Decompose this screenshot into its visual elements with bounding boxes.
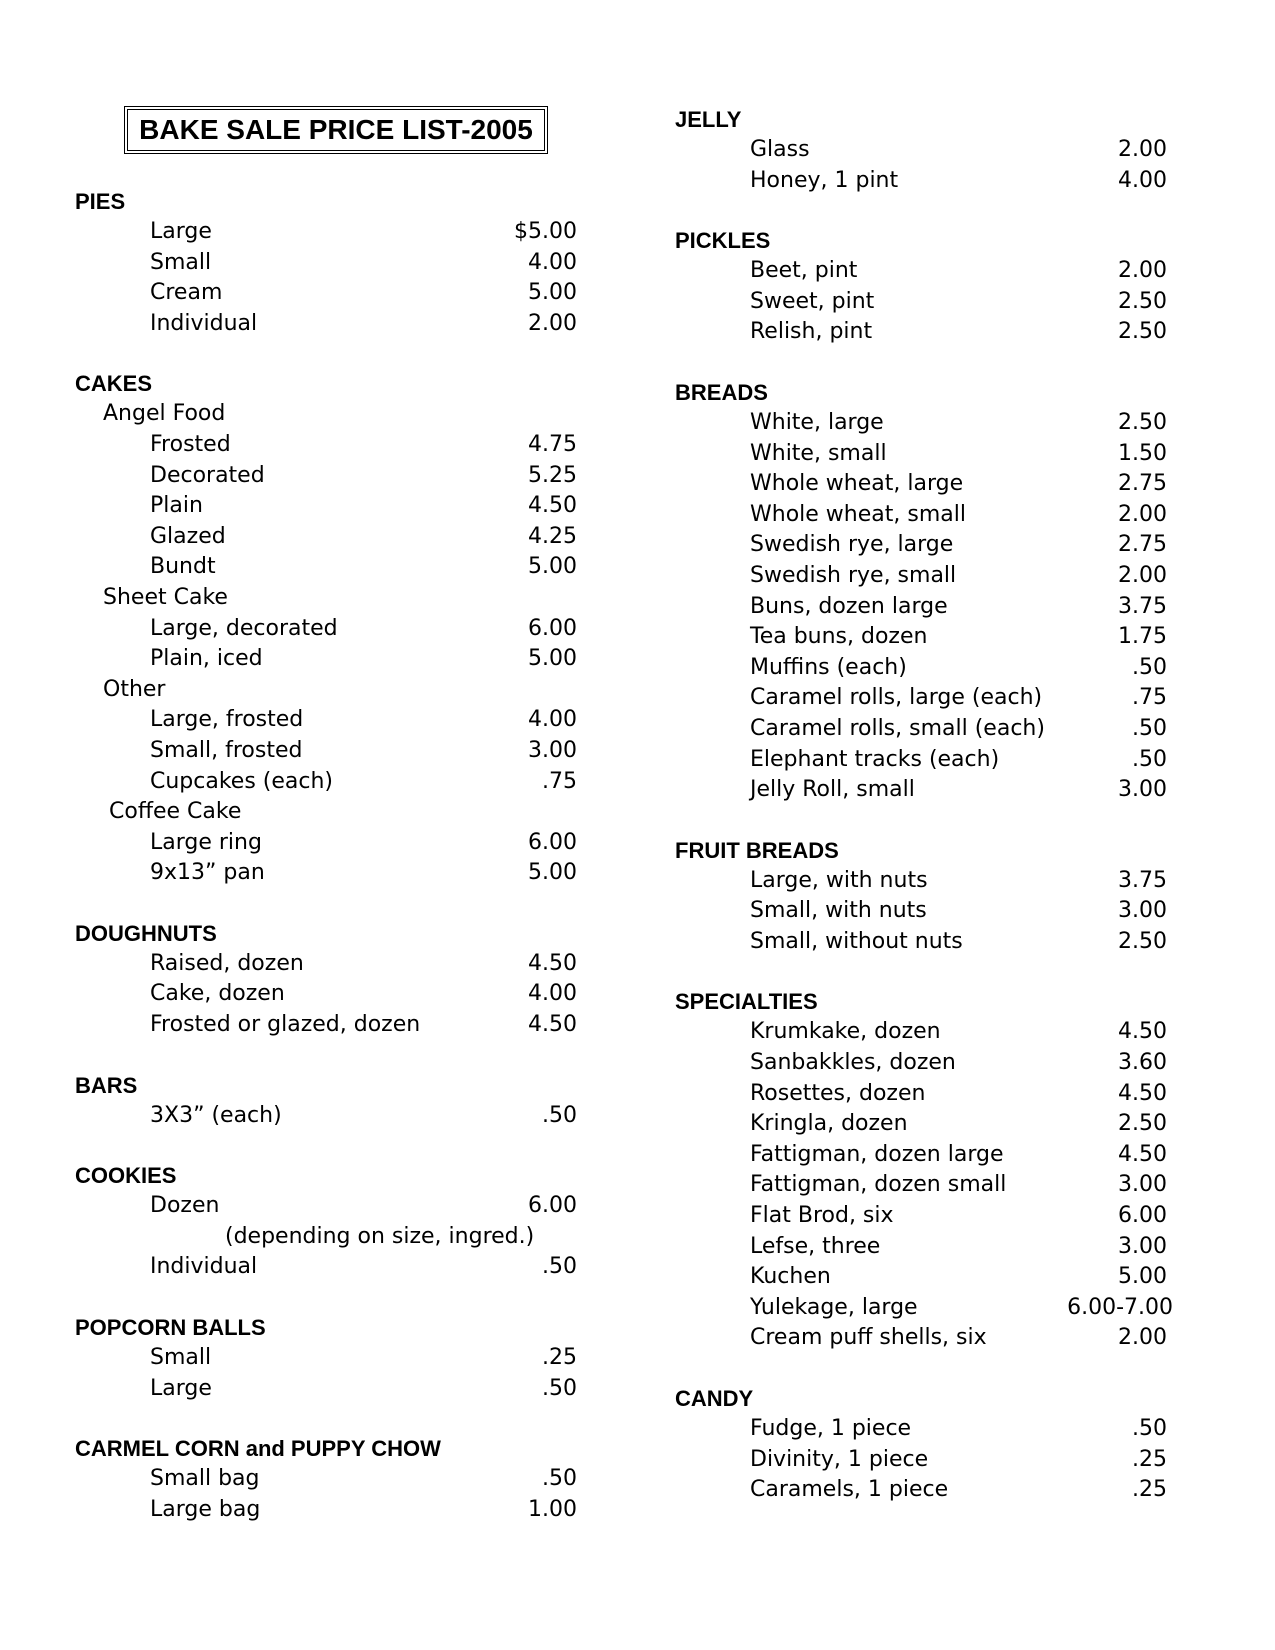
price-row [675, 866, 1185, 897]
item-price: 3.00 [1118, 1172, 1167, 1198]
item-price: 3.00 [1118, 898, 1167, 924]
price-row [75, 309, 575, 340]
item-label: Krumkake, dozen [750, 1019, 941, 1045]
item-label: Fudge, 1 piece [750, 1416, 912, 1441]
price-row [75, 1374, 575, 1405]
item-price: 5.00 [528, 646, 577, 672]
item-label: Elephant tracks (each) [750, 746, 1000, 772]
item-price: 4.00 [528, 707, 577, 733]
price-row [75, 949, 575, 980]
page-title: BAKE SALE PRICE LIST-2005 [127, 109, 545, 151]
item-label: Small, with nuts [750, 898, 927, 924]
item-price: 4.75 [528, 431, 577, 457]
price-row [75, 552, 575, 583]
subcategory-row [75, 583, 575, 614]
item-price: 3.75 [1118, 593, 1167, 619]
item-price: 3.75 [1118, 867, 1167, 893]
item-label: Swedish rye, large [750, 532, 954, 558]
item-price: 2.50 [1118, 319, 1167, 345]
section-heading: CAKES [75, 371, 153, 397]
price-row [675, 1140, 1185, 1171]
price-row [75, 248, 575, 279]
section-heading: PIES [75, 189, 126, 214]
item-price: .25 [542, 1345, 577, 1371]
price-row [75, 430, 575, 461]
subcategory-row [75, 675, 575, 706]
section-spacer [75, 889, 575, 918]
price-row [675, 1201, 1185, 1232]
item-label: Frosted or glazed, dozen [150, 1012, 421, 1038]
item-label: Cream [150, 280, 223, 306]
item-label: Frosted [150, 431, 231, 457]
price-row [675, 683, 1185, 714]
price-row [75, 644, 575, 675]
item-price: 6.00-7.00 [1067, 1294, 1173, 1320]
price-row [675, 439, 1185, 470]
item-price: 3.60 [1118, 1050, 1167, 1076]
section-heading: JELLY [675, 107, 742, 132]
price-row [75, 614, 575, 645]
item-price: 5.25 [528, 462, 577, 488]
subcategory-label: Angel Food [103, 401, 226, 427]
section-heading: COOKIES [75, 1163, 177, 1189]
price-row [675, 1262, 1185, 1293]
price-row [75, 858, 575, 889]
price-row [75, 1252, 575, 1283]
item-price: 4.50 [528, 493, 577, 519]
item-label: Small bag [150, 1466, 260, 1492]
item-label: Muffins (each) [750, 654, 907, 680]
item-price: 2.00 [1118, 258, 1167, 284]
price-row [75, 217, 575, 248]
item-price: 4.00 [528, 981, 577, 1007]
price-row [75, 828, 575, 859]
price-row [675, 622, 1185, 653]
item-price: 4.00 [1118, 167, 1167, 193]
section-pies [75, 186, 575, 339]
section-jelly [675, 104, 1185, 196]
item-label: Glass [750, 137, 810, 162]
section-popcorn-balls [75, 1312, 575, 1404]
item-price: 6.00 [1118, 1203, 1167, 1229]
item-price: .50 [1132, 746, 1167, 772]
item-price: $5.00 [514, 219, 577, 244]
price-row [675, 135, 1185, 166]
price-row [675, 927, 1185, 958]
section-spacer [75, 1131, 575, 1160]
item-label: Cream puff shells, six [750, 1325, 987, 1351]
section-heading: FRUIT BREADS [675, 837, 839, 863]
item-label: Large ring [150, 829, 262, 855]
item-label: Glazed [150, 523, 226, 549]
subcategory-label: Sheet Cake [103, 584, 228, 610]
item-price: 2.50 [1118, 409, 1167, 435]
section-spacer [75, 339, 575, 368]
item-label: Fattigman, dozen small [750, 1172, 1007, 1198]
item-price: 1.00 [528, 1496, 577, 1522]
price-row [75, 1343, 575, 1374]
item-price: .50 [542, 1375, 577, 1401]
item-price: 3.00 [528, 737, 577, 763]
item-label: Rosettes, dozen [750, 1080, 926, 1106]
item-price: 5.00 [1118, 1264, 1167, 1290]
section-heading: PICKLES [675, 228, 771, 254]
item-label: Yulekage, large [750, 1294, 918, 1320]
section-spacer [75, 1404, 575, 1433]
price-row [75, 1464, 575, 1495]
item-label: Cupcakes (each) [150, 768, 334, 794]
item-price: .25 [1132, 1477, 1167, 1503]
item-label: Caramel rolls, large (each) [750, 685, 1043, 711]
item-price: .50 [1132, 1416, 1167, 1441]
item-label: Small, without nuts [750, 928, 963, 954]
item-price: 6.00 [528, 1193, 577, 1219]
item-price: 2.00 [1118, 137, 1167, 162]
item-label: Cake, dozen [150, 981, 285, 1007]
subcategory-label: Coffee Cake [109, 799, 242, 825]
item-price: 4.50 [1118, 1019, 1167, 1045]
price-row [675, 1475, 1185, 1506]
item-price: 2.50 [1118, 928, 1167, 954]
price-row [675, 896, 1185, 927]
section-spacer [75, 1283, 575, 1312]
section-cookies [75, 1160, 575, 1283]
item-label: Jelly Roll, small [750, 777, 915, 803]
section-spacer [75, 1041, 575, 1070]
item-label: Whole wheat, small [750, 501, 966, 527]
item-price: .75 [542, 768, 577, 794]
item-price: 5.00 [528, 860, 577, 886]
section-doughnuts [75, 918, 575, 1041]
item-price: 2.00 [1118, 501, 1167, 527]
item-label: Divinity, 1 piece [750, 1446, 929, 1472]
item-label: Large bag [150, 1496, 261, 1522]
item-label: Beet, pint [750, 258, 858, 284]
price-row [675, 592, 1185, 623]
item-price: 2.75 [1118, 532, 1167, 558]
item-label: Caramels, 1 piece [750, 1477, 949, 1503]
item-label: Whole wheat, large [750, 471, 964, 497]
price-row [75, 1495, 575, 1526]
price-row [675, 1017, 1185, 1048]
item-label: White, small [750, 440, 887, 466]
item-label: Tea buns, dozen [750, 624, 928, 650]
item-label: Bundt [150, 554, 216, 580]
section-specialties [675, 986, 1185, 1354]
price-row [675, 500, 1185, 531]
title-frame [124, 106, 548, 154]
item-price: 1.75 [1118, 624, 1167, 650]
price-row [675, 469, 1185, 500]
item-label: Small [150, 249, 212, 275]
price-row [675, 1323, 1185, 1354]
item-label: Kuchen [750, 1264, 831, 1290]
price-row [675, 1079, 1185, 1110]
item-label: Caramel rolls, small (each) [750, 715, 1045, 741]
section-heading: SPECIALTIES [675, 989, 818, 1015]
price-row [75, 491, 575, 522]
item-price: .50 [542, 1254, 577, 1280]
item-price: 2.00 [528, 310, 577, 336]
item-price: 2.00 [1118, 562, 1167, 588]
item-price: 1.50 [1118, 440, 1167, 466]
subcategory-row [75, 399, 575, 430]
price-row [675, 1232, 1185, 1263]
item-price: .50 [1132, 715, 1167, 741]
price-row [75, 278, 575, 309]
price-row [675, 653, 1185, 684]
price-row [675, 714, 1185, 745]
item-label: Swedish rye, small [750, 562, 957, 588]
item-price: 4.00 [528, 249, 577, 275]
item-price: 4.25 [528, 523, 577, 549]
left-column [75, 186, 575, 1525]
item-label: Large [150, 219, 212, 244]
price-row [675, 408, 1185, 439]
item-label: Individual [150, 310, 258, 336]
item-label: Dozen [150, 1193, 220, 1219]
item-price: .25 [1132, 1446, 1167, 1472]
price-row [675, 166, 1185, 197]
item-price: 3.00 [1118, 777, 1167, 803]
section-spacer [675, 806, 1185, 835]
item-price: .50 [542, 1102, 577, 1128]
item-label: Large, frosted [150, 707, 304, 733]
price-row [675, 256, 1185, 287]
item-label: Fattigman, dozen large [750, 1141, 1004, 1167]
item-price: .50 [542, 1466, 577, 1492]
price-row [675, 775, 1185, 806]
price-row [675, 317, 1185, 348]
price-row [675, 745, 1185, 776]
subcategory-row [75, 797, 575, 828]
price-row [75, 461, 575, 492]
item-label: Plain, iced [150, 646, 263, 672]
item-price: 6.00 [528, 829, 577, 855]
section-carmel-corn-and-puppy-chow [75, 1433, 575, 1525]
price-row [75, 522, 575, 553]
item-price: 2.50 [1118, 1111, 1167, 1137]
item-label: Lefse, three [750, 1233, 881, 1259]
item-label: Raised, dozen [150, 950, 304, 976]
item-label: 3X3” (each) [150, 1102, 282, 1128]
section-heading: BREADS [675, 379, 768, 405]
section-cakes [75, 368, 575, 889]
right-column [675, 104, 1185, 1506]
price-row [75, 1222, 575, 1253]
item-label: Small [150, 1345, 212, 1371]
item-price: 4.50 [1118, 1080, 1167, 1106]
price-row [75, 979, 575, 1010]
item-label: Kringla, dozen [750, 1111, 908, 1137]
section-bars [75, 1070, 575, 1132]
item-price: 5.00 [528, 280, 577, 306]
item-label: Large [150, 1375, 212, 1401]
section-spacer [675, 348, 1185, 377]
price-row [75, 1101, 575, 1132]
price-row [675, 1109, 1185, 1140]
item-price: 3.00 [1118, 1233, 1167, 1259]
section-heading: CANDY [675, 1386, 754, 1411]
section-pickles [675, 225, 1185, 348]
section-heading: DOUGHNUTS [75, 920, 217, 946]
section-heading: BARS [75, 1072, 138, 1098]
item-price: 2.00 [1118, 1325, 1167, 1351]
item-label: Large, decorated [150, 615, 338, 641]
price-row [675, 1170, 1185, 1201]
item-price: .50 [1132, 654, 1167, 680]
item-label: Small, frosted [150, 737, 303, 763]
price-row [675, 1414, 1185, 1445]
item-price: .75 [1132, 685, 1167, 711]
price-row [675, 1445, 1185, 1476]
section-spacer [675, 1354, 1185, 1383]
price-row [675, 1048, 1185, 1079]
item-label: Buns, dozen large [750, 593, 948, 619]
price-row [675, 561, 1185, 592]
section-heading: POPCORN BALLS [75, 1315, 266, 1341]
section-fruit-breads [675, 835, 1185, 958]
item-note: (depending on size, ingred.) [225, 1223, 535, 1249]
item-price: 6.00 [528, 615, 577, 641]
price-row [75, 1191, 575, 1222]
item-price: 4.50 [1118, 1141, 1167, 1167]
item-label: Large, with nuts [750, 867, 928, 893]
section-spacer [675, 196, 1185, 225]
item-price: 5.00 [528, 554, 577, 580]
item-label: White, large [750, 409, 884, 435]
item-label: 9x13” pan [150, 860, 265, 886]
section-spacer [675, 957, 1185, 986]
section-candy [675, 1383, 1185, 1506]
item-label: Relish, pint [750, 319, 873, 345]
section-heading: CARMEL CORN and PUPPY CHOW [75, 1436, 441, 1462]
price-row [75, 736, 575, 767]
item-label: Sweet, pint [750, 288, 875, 314]
item-label: Individual [150, 1254, 258, 1280]
price-row [675, 1293, 1185, 1324]
item-price: 2.50 [1118, 288, 1167, 314]
price-row [75, 767, 575, 798]
item-label: Sanbakkles, dozen [750, 1050, 956, 1076]
price-row [675, 287, 1185, 318]
item-price: 4.50 [528, 1012, 577, 1038]
item-label: Honey, 1 pint [750, 167, 899, 193]
item-price: 2.75 [1118, 471, 1167, 497]
price-row [75, 705, 575, 736]
item-label: Flat Brod, six [750, 1203, 894, 1229]
subcategory-label: Other [103, 676, 166, 702]
section-breads [675, 377, 1185, 806]
item-price: 4.50 [528, 950, 577, 976]
price-row [75, 1010, 575, 1041]
item-label: Plain [150, 493, 203, 519]
item-label: Decorated [150, 462, 265, 488]
price-row [675, 530, 1185, 561]
